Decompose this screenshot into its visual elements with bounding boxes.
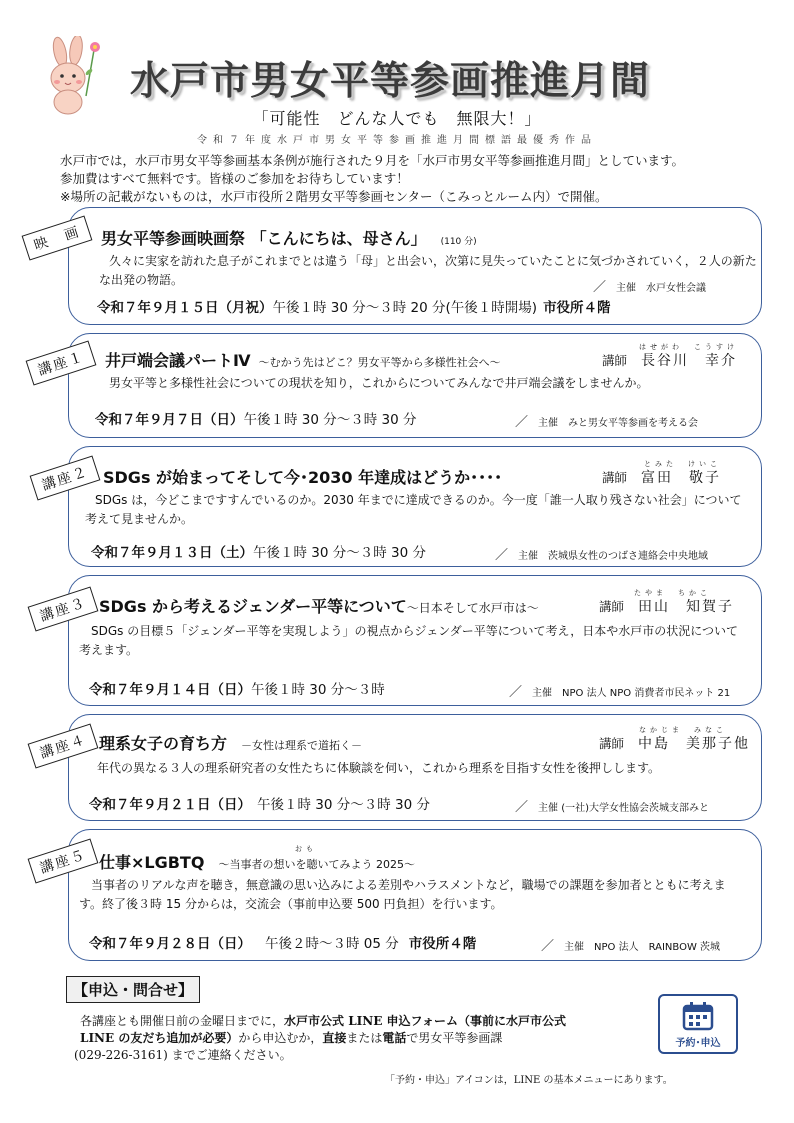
event-description: 年代の異なる３人の理系研究者の女性たちに体験談を伺い，これから理系を目指す女性を後押しします。 bbox=[85, 761, 661, 775]
event-card-movie bbox=[68, 207, 762, 325]
lecturer-ruby: とみた けいこ bbox=[644, 460, 721, 468]
apply-line: (029-226-3161) までご連絡ください。 bbox=[74, 1048, 292, 1062]
reservation-app-icon[interactable] bbox=[658, 994, 738, 1054]
event-title: SDGs が始まってそして今･2030 年達成はどうか････ bbox=[103, 468, 503, 487]
event-card-lecture-2 bbox=[68, 446, 762, 567]
event-tag: 講座３ bbox=[28, 586, 99, 631]
event-card-lecture-5 bbox=[68, 829, 762, 961]
event-host: ／ 主催 (一社)大学女性協会茨城支部みと bbox=[515, 800, 709, 815]
event-title: 井戸端会議パートⅣ ～むかう先はどこ？男女平等から多様性社会へ～ bbox=[105, 351, 501, 370]
event-host: ／ 主催 NPO 法人 NPO 消費者市民ネット 21 bbox=[509, 685, 731, 700]
event-description: 男女平等と多様性社会についての現状を知り，これからについてみんなで井戸端会議をしませんか。 bbox=[97, 376, 649, 390]
event-title: 男女平等参画映画祭 「こんにちは、母さん」 (110 分) bbox=[101, 229, 477, 248]
event-duration: (110 分) bbox=[440, 237, 477, 247]
event-host: ／ 主催 水戸女性会議 bbox=[593, 280, 707, 295]
event-date: 令和７年９月２８日（日） 午後２時～３時 05 分 市役所４階 bbox=[89, 936, 477, 952]
event-date: 令和７年９月１４日（日）午後１時 30 分～３時 bbox=[89, 682, 385, 698]
event-date: 令和７年９月１５日（月祝）午後１時 30 分～３時 20 分(午後１時開場) 市役所４階 bbox=[97, 300, 611, 316]
icon-label: 予約･申込 bbox=[675, 1038, 721, 1049]
intro-line: ※場所の記載がないものは，水戸市役所２階男女平等参画センター（こみっとルーム内）で開催。 bbox=[60, 189, 608, 204]
event-tag: 講座４ bbox=[28, 723, 99, 768]
event-card-lecture-1 bbox=[68, 333, 762, 438]
event-title: 仕事×LGBTQ ～当事者の想いを聴いてみよう 2025～ bbox=[99, 853, 415, 872]
intro-line: 参加費はすべて無料です。皆様のご参加をお待ちしています！ bbox=[60, 171, 409, 186]
lecturer-ruby: なかじま みなこ bbox=[639, 726, 727, 734]
apply-line: 各講座とも開催日前の金曜日までに，水戸市公式 LINE 申込フォーム（事前に水戸市公式 bbox=[80, 1014, 566, 1028]
lecturer-ruby: はせがわ こうすけ bbox=[639, 343, 738, 351]
event-tag: 講座１ bbox=[26, 340, 97, 385]
event-date: 令和７年９月１３日（土）午後１時 30 分～３時 30 分 bbox=[91, 545, 427, 561]
apply-heading: 【申込・問合せ】 bbox=[66, 976, 200, 1003]
event-tag: 映 画 bbox=[22, 215, 93, 260]
rabbit-mascot-illustration bbox=[42, 36, 112, 116]
event-description: 久々に実家を訪れた息子がこれまでとは違う「母」と出会い，次第に見失っていたことに気づかされていく，２人の新た な出発の物語。 bbox=[97, 254, 757, 287]
calendar-icon bbox=[682, 1001, 714, 1031]
lecturer-ruby: たやま ちかこ bbox=[634, 589, 711, 597]
intro-text bbox=[60, 152, 684, 206]
event-date: 令和７年９月７日（日）午後１時 30 分～３時 30 分 bbox=[95, 412, 417, 428]
subtitle-ruby: おも bbox=[295, 845, 317, 853]
apply-line: LINE の友だち追加が必要）から申込むか，直接または電話で男女平等参画課 bbox=[80, 1031, 503, 1045]
event-description: SDGs は，今どこまですすんでいるのか。2030 年までに達成できるのか。今一度「誰一人取り残さない社会」について 考えて見ませんか。 bbox=[83, 493, 742, 526]
event-title: SDGs から考えるジェンダー平等について～日本そして水戸市は～ bbox=[99, 597, 539, 616]
event-tag: 講座５ bbox=[28, 838, 99, 883]
apply-text bbox=[74, 1013, 566, 1064]
event-description: SDGs の目標５「ジェンダー平等を実現しよう」の視点からジェンダー平等について考え，日本や水戸市の状況について 考えます。 bbox=[79, 624, 739, 657]
lecturer: 講師 富田 敬子 bbox=[602, 470, 722, 486]
event-host: ／ 主催 みと男女平等参画を考える会 bbox=[515, 415, 699, 430]
lecturer: 講師 田山 知賀子 bbox=[599, 599, 735, 615]
event-tag: 講座２ bbox=[30, 455, 101, 500]
event-card-lecture-3 bbox=[68, 575, 762, 706]
event-title: 理系女子の育ち方 －女性は理系で道拓く－ bbox=[99, 734, 363, 753]
page-title: 水戸市男女平等参画推進月間 bbox=[130, 59, 651, 104]
event-host: ／ 主催 茨城県女性のつばさ連絡会中央地域 bbox=[495, 548, 709, 563]
event-date: 令和７年９月２１日（日） 午後１時 30 分～３時 30 分 bbox=[89, 797, 431, 813]
lecturer: 講師 長谷川 幸介 bbox=[602, 353, 738, 369]
intro-line: 水戸市では，水戸市男女平等参画基本条例が施行された９月を「水戸市男女平等参画推進月間」としています。 bbox=[60, 153, 685, 168]
apply-note: 「予約・申込」アイコンは，LINE の基本メニューにあります。 bbox=[385, 1075, 673, 1086]
event-card-lecture-4 bbox=[68, 714, 762, 821]
event-host: ／ 主催 NPO 法人 RAINBOW 茨城 bbox=[541, 939, 721, 954]
catchphrase: 「可能性 どんな人でも 無限大！」 bbox=[252, 109, 542, 128]
catchphrase-note: 令和７年度水戸市男女平等参画推進月間標語最優秀作品 bbox=[197, 135, 597, 146]
lecturer: 講師 中島 美那子他 bbox=[599, 736, 751, 752]
event-description: 当事者のリアルな声を聴き，無意識の思い込みによる差別やハラスメントなど，職場での課題を参加者とともに考えま す。終了後３時 15 分からは，交流会（事前申込要 500 円負担）を行います。 bbox=[79, 878, 726, 911]
